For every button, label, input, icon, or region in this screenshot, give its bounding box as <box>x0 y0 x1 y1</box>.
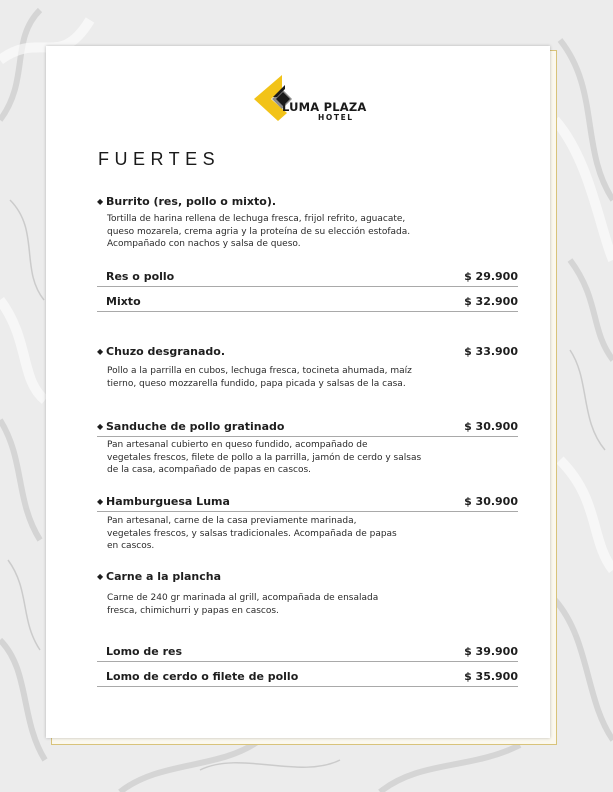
item-hamburguesa-header: ◆ Hamburguesa Luma $ 30.900 <box>97 495 518 512</box>
item-carne-desc: Carne de 240 gr marinada al grill, acompañada de ensalada fresca, chimichurri y papas en cascos. <box>107 593 379 616</box>
price-row: Lomo de res $ 39.900 <box>97 645 518 662</box>
item-hamburguesa-desc: Pan artesanal, carne de la casa previamente marinada, vegetales frescos, y salsas tradicionales. Acompañada de papas en cascos. <box>107 516 397 551</box>
bullet-icon: ◆ <box>97 347 104 356</box>
section-title: FUERTES <box>98 149 221 169</box>
brand-sub: HOTEL <box>318 113 354 122</box>
price-row: Lomo de cerdo o filete de pollo $ 35.900 <box>97 670 518 687</box>
brand-name: LUMA PLAZA <box>282 100 367 114</box>
item-sanduche-header: ◆ Sanduche de pollo gratinado $ 30.900 <box>97 420 518 437</box>
item-chuzo-desc: Pollo a la parrilla en cubos, lechuga fresca, tocineta ahumada, maíz tierno, queso mozzarella fundido, papa picada y salsas de la casa. <box>107 366 412 389</box>
item-chuzo-header: ◆ Chuzo desgranado. $ 33.900 <box>97 345 518 358</box>
item-carne-title: ◆ Carne a la plancha <box>97 570 221 583</box>
bullet-icon: ◆ <box>97 572 104 581</box>
item-burrito-desc: Tortilla de harina rellena de lechuga fresca, frijol refrito, aguacate, queso mozarela, crema agria y la proteína de su elección estofada. Acompañado con nachos y salsa de queso. <box>107 214 411 249</box>
bullet-icon: ◆ <box>97 197 104 206</box>
bullet-icon: ◆ <box>97 422 104 431</box>
item-burrito-title: ◆ Burrito (res, pollo o mixto). <box>97 195 277 208</box>
price-row: Mixto $ 32.900 <box>97 295 518 312</box>
bullet-icon: ◆ <box>97 497 104 506</box>
item-sanduche-desc: Pan artesanal cubierto en queso fundido, acompañado de vegetales frescos, filete de pollo a la parrilla, jamón de cerdo y salsas de la casa, acompañado de papas en cascos. <box>107 440 422 475</box>
price-row: Res o pollo $ 29.900 <box>97 270 518 287</box>
